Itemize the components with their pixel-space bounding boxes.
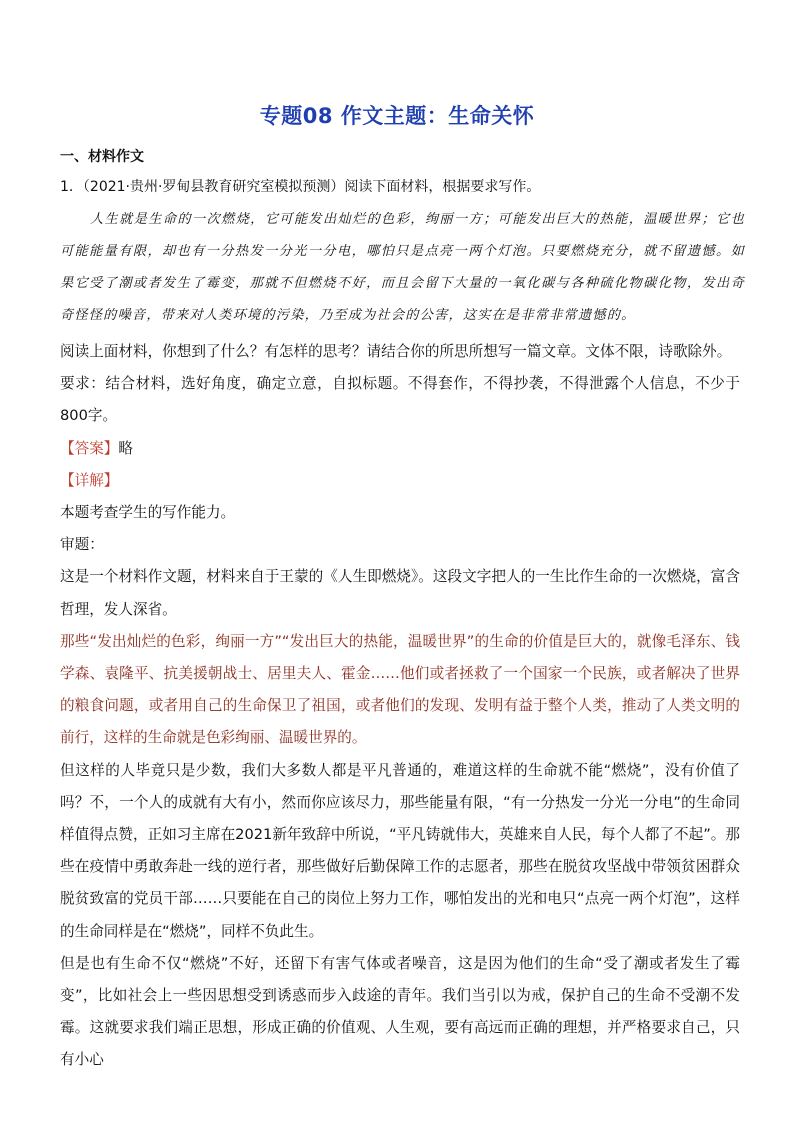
answer-body <box>60 336 740 1077</box>
analysis-paragraph: 但是也有生命不仅“燃烧”不好，还留下有害气体或者噪音，这是因为他们的生命“受了潮或者发生了霉变”，比如社会上一些因思想受到诱惑而步入歧途的青年。我们当引以为戒，保护自己的生命不受潮不发霉。这就要求我们端正思想，形成正确的价值观、人生观，要有高远而正确的理想，并严格要求自己，只有小心 <box>60 954 740 1069</box>
material-passage: 人生就是生命的一次燃烧，它可能发出灿烂的色彩，绚丽一方；可能发出巨大的热能，温暖世界；它也可能能量有限，却也有一分热发一分光一分电，哪怕只是点亮一两个灯泡。只要燃烧充分，就不留遗憾。如果它受了潮或者发生了霉变，那就不但燃烧不好，而且会留下大量的一氧化碳与各种硫化物碳化物，发出奇奇怪怪的噪音，带来对人类环境的污染，乃至成为社会的公害，这实在是非常非常遗憾的。 <box>60 212 745 323</box>
answer-line <box>60 433 740 465</box>
review-label: 审题： <box>60 536 104 554</box>
answer-value: 略 <box>118 439 133 457</box>
analysis-paragraph: 那些“发出灿烂的色彩，绚丽一方”“发出巨大的热能，温暖世界”的生命的价值是巨大的，就像毛泽东、钱学森、袁隆平、抗美援朝战士、居里夫人、霍金……他们或者拯救了一个国家一个民族，或者解决了世界的粮食问题，或者用自己的生命保卫了祖国，或者他们的发现、发明有益于整个人类，推动了人类文明的前行，这样的生命就是色彩绚丽、温暖世界的。 <box>60 632 740 747</box>
section-heading: 一、材料作文 <box>60 149 144 165</box>
answer-label: 【答案】 <box>60 439 119 457</box>
detail-label: 【详解】 <box>60 471 119 489</box>
analysis-paragraph: 这是一个材料作文题，材料来自于王蒙的《人生即燃烧》。这段文字把人的一生比作生命的一次燃烧，富含哲理，发人深省。 <box>60 568 740 618</box>
page-title: 专题08 作文主题：生命关怀 <box>259 104 535 128</box>
question-stem: 1．（2021·贵州·罗甸县教育研究室模拟预测）阅读下面材料，根据要求写作。 <box>60 179 541 195</box>
prompt-text: 阅读上面材料，你想到了什么？有怎样的思考？请结合你的所思所想写一篇文章。文体不限，诗歌除外。 <box>60 343 732 360</box>
analysis-paragraph: 但这样的人毕竟只是少数，我们大多数人都是平凡普通的，难道这样的生命就不能“燃烧”，没有价值了吗？不，一个人的成就有大有小，然而你应该尽力，那些能量有限，“有一分热发一分光一分电”的生命同样值得点赞，正如习主席在2021新年致辞中所说，“平凡铸就伟大，英雄来自人民，每个人都了不起”。那些在疫情中勇敢奔赴一线的逆行者，那些做好后勤保障工作的志愿者，那些在脱贫攻坚战中带领贫困群众脱贫致富的党员干部……只要能在自己的岗位上努力工作，哪怕发出的光和电只“点亮一两个灯泡”，这样的生命同样是在“燃烧”，同样不负此生。 <box>60 761 740 940</box>
requirement-text: 要求：结合材料，选好角度，确定立意，自拟标题。不得套作，不得抄袭，不得泄露个人信息，不少于800字。 <box>60 375 740 425</box>
detail-intro: 本题考查学生的写作能力。 <box>60 504 236 522</box>
